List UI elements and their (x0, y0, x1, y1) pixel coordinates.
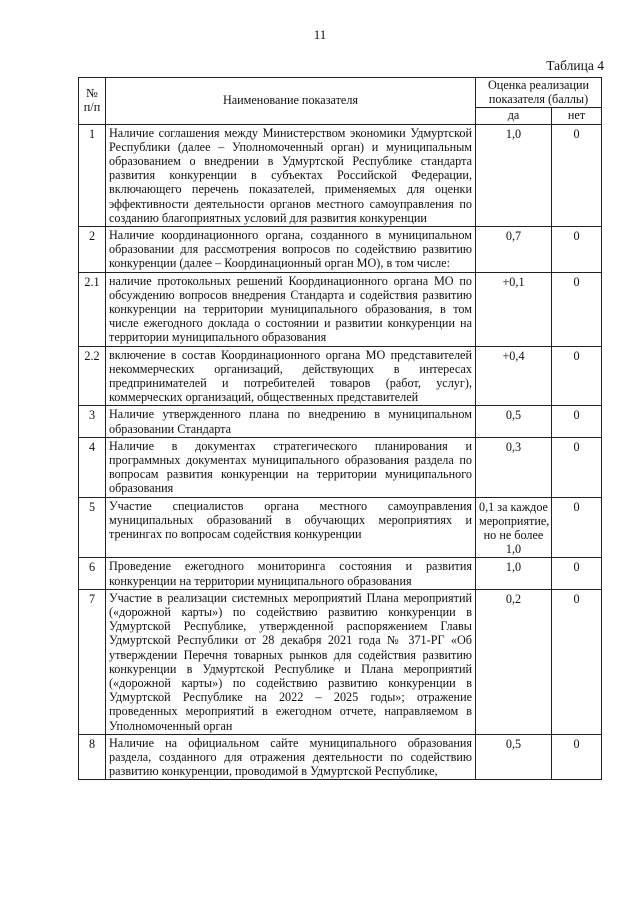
row-number: 3 (79, 406, 106, 437)
row-indicator: Проведение ежегодного мониторинга состояния и развития конкуренции на территории муниципального образования (106, 558, 476, 589)
row-score-no: 0 (552, 437, 602, 497)
row-score-no: 0 (552, 497, 602, 558)
row-score-yes: 0,7 (476, 226, 552, 272)
row-score-no: 0 (552, 406, 602, 437)
row-indicator: Участие в реализации системных мероприятий Плана мероприятий («дорожной карты») по содействию развитию конкуренции в Удмуртской Республике, утвержденной распоряжением Главы Удмуртской Республики от 28 декабря 2021 года № 371-РГ «Об утверждении Перечня товарных рынков для содействия развитию конкуренции в Удмуртской Республике и Плана мероприятий («дорожной карты») по содействию развитию конкуренции в Удмуртской Республике на 2022 – 2025 годы»; отражение проведенных мероприятий в ежегодном отчете, направляемом в Уполномоченный орган (106, 589, 476, 734)
row-score-no: 0 (552, 272, 602, 346)
row-number: 4 (79, 437, 106, 497)
row-score-yes: +0,4 (476, 346, 552, 406)
table-row (79, 226, 602, 272)
row-number: 2 (79, 226, 106, 272)
row-score-yes: 0,3 (476, 437, 552, 497)
row-score-yes: +0,1 (476, 272, 552, 346)
row-score-yes: 1,0 (476, 124, 552, 226)
row-indicator: Наличие координационного органа, созданного в муниципальном образовании для рассмотрения вопросов по содействию развитию конкуренции (далее – Координационный орган МО), в том числе: (106, 226, 476, 272)
row-number: 2.2 (79, 346, 106, 406)
indicators-table (78, 77, 602, 780)
table-row (79, 437, 602, 497)
row-indicator: включение в состав Координационного органа МО представителей некоммерческих организаций, действующих в интересах предпринимателей и потребителей товаров (работ, услуг), коммерческих организаций, общественных представителей (106, 346, 476, 406)
row-indicator: Участие специалистов органа местного самоуправления муниципальных образований в обучающих мероприятиях и тренингах по вопросам содействия конкуренции (106, 497, 476, 558)
row-number: 7 (79, 589, 106, 734)
row-score-no: 0 (552, 226, 602, 272)
table-row (79, 497, 602, 558)
row-number: 6 (79, 558, 106, 589)
row-score-no: 0 (552, 346, 602, 406)
row-indicator: наличие протокольных решений Координационного органа МО по обсуждению вопросов внедрения Стандарта и содействия развитию конкуренции на территории муниципального образования, в том числе ежегодного доклада о состоянии и развитии конкуренции на территории муниципального образования (106, 272, 476, 346)
row-score-no: 0 (552, 124, 602, 226)
header-score: Оценка реализации показателя (баллы) (476, 78, 602, 108)
table-row (79, 734, 602, 780)
table-row (79, 589, 602, 734)
row-score-yes: 1,0 (476, 558, 552, 589)
table-row (79, 406, 602, 437)
row-indicator: Наличие на официальном сайте муниципального образования раздела, созданного для отражения деятельности по содействию развитию конкуренции, проводимой в Удмуртской Республике, (106, 734, 476, 780)
row-score-yes: 0,5 (476, 406, 552, 437)
table-row (79, 124, 602, 226)
row-indicator: Наличие соглашения между Министерством экономики Удмуртской Республики (далее – Уполномоченный орган) и муниципальным образованием о внедрении в Удмуртской Республике стандарта развития конкуренции в субъектах Российской Федерации, включающего перечень показателей, применяемых для оценки эффективности деятельности органов местного самоуправления по созданию благоприятных условий для развития конкуренции (106, 124, 476, 226)
row-indicator: Наличие в документах стратегического планирования и программных документах муниципального образования раздела по вопросам развития конкуренции на территории муниципального образования (106, 437, 476, 497)
header-no: нет (552, 108, 602, 125)
table-row (79, 346, 602, 406)
header-number: № п/п (79, 78, 106, 125)
row-score-yes: 0,1 за каждое мероприятие, но не более 1,0 (476, 497, 552, 558)
row-number: 5 (79, 497, 106, 558)
header-yes: да (476, 108, 552, 125)
page-number: 11 (313, 27, 327, 42)
row-score-no: 0 (552, 734, 602, 780)
table-row (79, 272, 602, 346)
row-score-no: 0 (552, 558, 602, 589)
row-score-no: 0 (552, 589, 602, 734)
table-caption: Таблица 4 (546, 58, 604, 73)
row-number: 1 (79, 124, 106, 226)
header-indicator-name: Наименование показателя (106, 78, 476, 125)
row-score-yes: 0,2 (476, 589, 552, 734)
table-row (79, 558, 602, 589)
row-number: 2.1 (79, 272, 106, 346)
row-number: 8 (79, 734, 106, 780)
row-indicator: Наличие утвержденного плана по внедрению в муниципальном образовании Стандарта (106, 406, 476, 437)
row-score-yes: 0,5 (476, 734, 552, 780)
